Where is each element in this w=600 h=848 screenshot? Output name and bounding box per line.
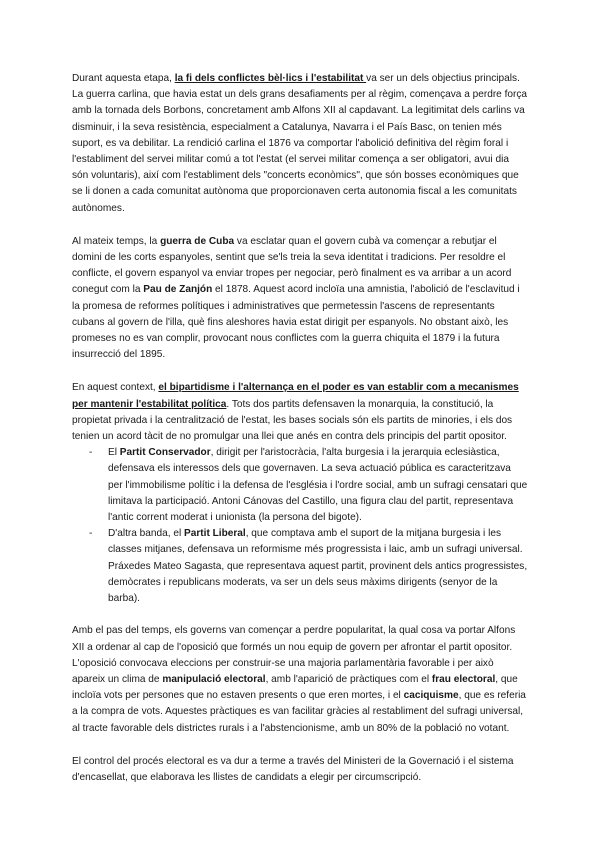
paragraph-electoral-manipulation bbox=[72, 623, 528, 736]
parties-list bbox=[72, 445, 528, 607]
highlight-pau-de-zanjon: Pau de Zanjón bbox=[143, 284, 213, 296]
list-dash: - bbox=[89, 447, 93, 459]
text-span: Amb el pas del temps, els governs van començar a perdre popularitat, la qual cosa va portar Alfons XII a ordenar al cap de l'oposició que formés un nou equip de govern per afrontar el partit opositor. L'oposició convocava eleccions per construir-se una majoria parlamentària favorable i per això apareix un clima de bbox=[72, 625, 516, 685]
text-span: El bbox=[108, 447, 120, 459]
text-span: va esclatar quan el govern cubà va començar a rebutjar el domini de les corts espanyoles, sentint que se'ls treia la seva identitat i tradicions. Per resoldre el conflicte, el govern espanyol va enviar tropes per negociar, però finalment es va arribar a un acord conegut com la bbox=[72, 235, 512, 296]
text-span: va ser un dels objectius principals. La guerra carlina, que havia estat un dels grans desafiaments per al règim, començava a perdre força amb la tornada dels Borbons, concretament amb Alfons XII al capdavant. La legitimitat dels carlins va disminuir, i la seva resistència, especialment a Catalunya, Navarra i el País Basc, on tenien més suport, es va debilitar. La rendició carlina el 1876 va comportar l'abolició definitiva del règim foral i l'establiment del servei militar comú a tot l'estat (el servei militar comença a ser obligatori, avui dia són voluntaris), així com l'establiment dels "concerts econòmics", que són bosses econòmiques que se li donen a cada comunitat autònoma que proporcionaven certa autonomia fiscal a les comunitats autònomes. bbox=[72, 73, 528, 214]
highlight-liberal-party: Partit Liberal bbox=[184, 528, 246, 540]
text-span: El control del procés electoral es va dur a terme a través del Ministeri de la Governació i el sistema d'encasellat, que elaborava les llistes de candidats a elegir per circumscripció. bbox=[72, 755, 514, 783]
text-span: , que incloïa vots per persones que no estaven presents o que eren mortes, i el bbox=[72, 673, 518, 702]
highlight-conservative-party: Partit Conservador bbox=[119, 447, 211, 459]
list-dash: - bbox=[89, 528, 93, 540]
text-span: . Tots dos partits defensaven la monarquia, la constitució, la propietat privada i la centralització de l'estat, les bases socials són els partits de minories, i els dos tenien un acord tàcit de no promulgar una llei que anés en contra dels principis del partit opositor. bbox=[72, 398, 513, 443]
paragraph-cuba-war bbox=[72, 234, 528, 364]
highlight-bipartisanship: el bipartidisme i l'alternança en el poder es van establir com a mecanismes per mantenir l'estabilitat política bbox=[72, 382, 519, 410]
text-span: , que es referia a la compra de vots. Aquestes pràctiques es van facilitar gràcies al restabliment del sufragi universal, al tracte favorable dels districtes rurals i a l'abstencionisme, amb un 80% de la població no votant. bbox=[72, 690, 526, 734]
highlight-electoral-manipulation: manipulació electoral bbox=[162, 673, 266, 685]
list-item-conservative-party bbox=[72, 445, 528, 526]
text-span: , que comptava amb el suport de la mitjana burgesia i les classes mitjanes, defensava un reformisme més progressista i laic, amb un sufragi universal. Práxedes Mateo Sagasta, que representava aquest partit, provinent dels antics progressistes, demòcrates i republicans moderats, va ser un dels seus màxims dirigents (senyor de la barba). bbox=[108, 528, 528, 605]
paragraph-bipartisanship bbox=[72, 380, 528, 445]
text-span: , dirigit per l'aristocràcia, l'alta burgesia i la jerarquia eclesiàstica, defensava els interessos dels que governaven. La seva actuació pública es caracteritzava per l'immobilisme polític i la defensa de l'església i l'ordre social, amb un sufragi censatari que limitava la participació. Antoni Cánovas del Castillo, una figura clau del partit, representava l'antic corrent moderat i unionista (la persona del bigote). bbox=[108, 447, 528, 524]
text-span: Durant aquesta etapa, bbox=[72, 73, 175, 84]
highlight-electoral-fraud: frau electoral bbox=[431, 673, 496, 685]
text-span: En aquest context, bbox=[72, 382, 159, 394]
document-body bbox=[72, 71, 528, 803]
highlight-cuba-war: guerra de Cuba bbox=[160, 235, 235, 247]
paragraph-carlist-war bbox=[72, 71, 528, 217]
highlight-caciquism: caciquisme bbox=[403, 690, 459, 702]
text-span: el 1878. Aquest acord incloïa una amnistia, l'abolició de l'esclavitud i la promesa de reformes polítiques i administratives que permetessin l'ascens de representants cubans al govern de l'illa, què fins aleshores havia estat dirigit per espanyols. No obstant això, les promeses no es van complir, provocant nous conflictes com la guerra chiquita el 1879 i la futura insurrecció del 1895. bbox=[72, 284, 520, 361]
list-item-liberal-party bbox=[72, 526, 528, 607]
text-span: Al mateix temps, la bbox=[72, 235, 161, 247]
paragraph-electoral-control bbox=[72, 754, 528, 786]
text-span: D'altra banda, el bbox=[108, 528, 184, 540]
text-span: , amb l'aparició de pràctiques com el bbox=[265, 673, 432, 685]
highlight-end-of-conflicts: la fi dels conflictes bèl·lics i l'estabilitat bbox=[174, 73, 367, 84]
